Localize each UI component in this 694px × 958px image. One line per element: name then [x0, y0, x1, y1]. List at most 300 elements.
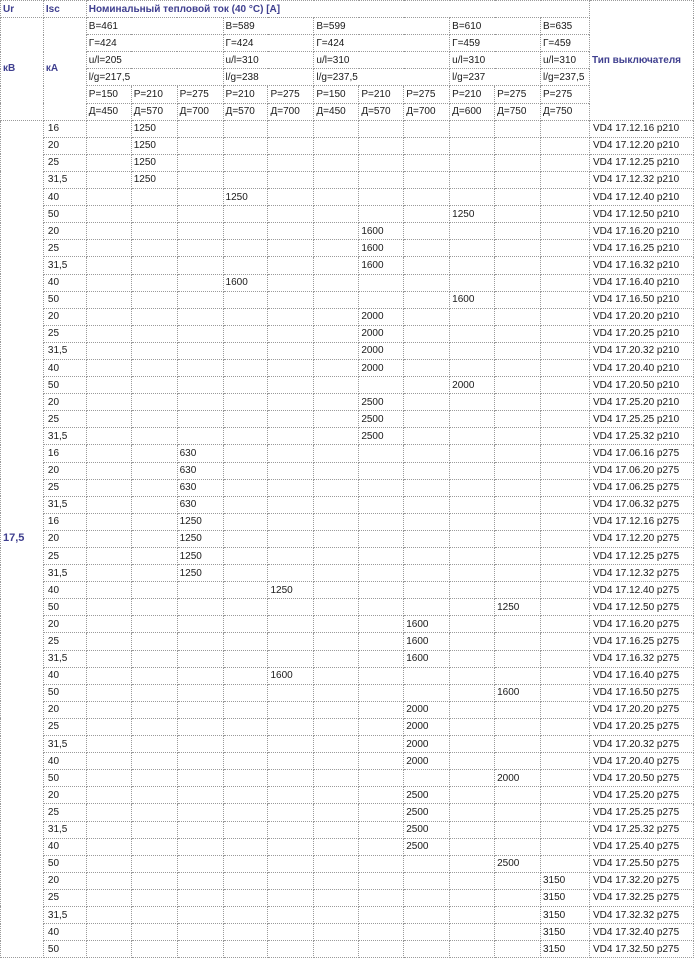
- empty-cell: [495, 753, 541, 770]
- empty-cell: [495, 872, 541, 889]
- breaker-type-cell: VD4 17.20.40 p210: [589, 359, 693, 376]
- empty-cell: [223, 308, 268, 325]
- empty-cell: [131, 924, 177, 941]
- table-row: [1, 291, 694, 308]
- empty-cell: [450, 941, 495, 958]
- current-cell: 630: [177, 445, 223, 462]
- current-cell: 2000: [359, 325, 404, 342]
- dim-d-cell: Д=570: [359, 103, 404, 120]
- isc-cell: 31,5: [43, 257, 86, 274]
- empty-cell: [268, 462, 314, 479]
- empty-cell: [223, 855, 268, 872]
- isc-cell: 31,5: [43, 171, 86, 188]
- empty-cell: [359, 650, 404, 667]
- empty-cell: [131, 633, 177, 650]
- empty-cell: [86, 206, 131, 223]
- empty-cell: [86, 941, 131, 958]
- empty-cell: [131, 189, 177, 206]
- empty-cell: [268, 616, 314, 633]
- empty-cell: [541, 548, 590, 565]
- empty-cell: [86, 633, 131, 650]
- empty-cell: [359, 137, 404, 154]
- empty-cell: [86, 718, 131, 735]
- table-row: [1, 325, 694, 342]
- isc-cell: 40: [43, 274, 86, 291]
- current-cell: 1250: [177, 565, 223, 582]
- empty-cell: [404, 667, 450, 684]
- empty-cell: [314, 684, 359, 701]
- current-cell: 1250: [495, 599, 541, 616]
- empty-cell: [223, 257, 268, 274]
- ur-value: 17,5: [1, 120, 44, 958]
- empty-cell: [177, 325, 223, 342]
- current-cell: 2000: [404, 753, 450, 770]
- empty-cell: [314, 342, 359, 359]
- empty-cell: [223, 428, 268, 445]
- empty-cell: [223, 616, 268, 633]
- empty-cell: [223, 462, 268, 479]
- empty-cell: [314, 582, 359, 599]
- table-row: [1, 804, 694, 821]
- empty-cell: [314, 291, 359, 308]
- breaker-type-cell: VD4 17.32.50 p275: [589, 941, 693, 958]
- empty-cell: [177, 684, 223, 701]
- empty-cell: [223, 770, 268, 787]
- empty-cell: [450, 462, 495, 479]
- empty-cell: [495, 240, 541, 257]
- table-row: [1, 240, 694, 257]
- current-cell: 2500: [404, 787, 450, 804]
- dim-lg-cell: l/g=217,5: [86, 69, 223, 86]
- empty-cell: [541, 855, 590, 872]
- breaker-type-cell: VD4 17.20.40 p275: [589, 753, 693, 770]
- breaker-type-cell: VD4 17.25.50 p275: [589, 855, 693, 872]
- empty-cell: [177, 787, 223, 804]
- empty-cell: [359, 530, 404, 547]
- empty-cell: [268, 377, 314, 394]
- empty-cell: [541, 565, 590, 582]
- table-row: [1, 257, 694, 274]
- current-cell: 1250: [131, 120, 177, 137]
- empty-cell: [268, 599, 314, 616]
- empty-cell: [86, 291, 131, 308]
- empty-cell: [131, 274, 177, 291]
- current-cell: 3150: [541, 906, 590, 923]
- isc-cell: 25: [43, 804, 86, 821]
- empty-cell: [404, 137, 450, 154]
- empty-cell: [86, 736, 131, 753]
- empty-cell: [177, 701, 223, 718]
- empty-cell: [404, 342, 450, 359]
- empty-cell: [177, 616, 223, 633]
- breaker-type-cell: VD4 17.32.32 p275: [589, 906, 693, 923]
- empty-cell: [495, 941, 541, 958]
- empty-cell: [450, 855, 495, 872]
- empty-cell: [404, 325, 450, 342]
- breaker-type-cell: VD4 17.12.50 p275: [589, 599, 693, 616]
- table-row: [1, 736, 694, 753]
- current-cell: 3150: [541, 924, 590, 941]
- empty-cell: [359, 154, 404, 171]
- empty-cell: [223, 325, 268, 342]
- dim-ul-cell: u/l=310: [541, 52, 590, 69]
- current-cell: 2000: [359, 359, 404, 376]
- table-row: [1, 821, 694, 838]
- empty-cell: [268, 325, 314, 342]
- empty-cell: [314, 701, 359, 718]
- empty-cell: [131, 308, 177, 325]
- breaker-type-cell: VD4 17.16.20 p275: [589, 616, 693, 633]
- empty-cell: [177, 770, 223, 787]
- dim-p-cell: Р=150: [86, 86, 131, 103]
- empty-cell: [541, 530, 590, 547]
- empty-cell: [359, 889, 404, 906]
- empty-cell: [268, 906, 314, 923]
- empty-cell: [177, 171, 223, 188]
- isc-cell: 31,5: [43, 565, 86, 582]
- isc-cell: 40: [43, 359, 86, 376]
- empty-cell: [131, 240, 177, 257]
- breaker-type-cell: VD4 17.32.20 p275: [589, 872, 693, 889]
- isc-cell: 20: [43, 701, 86, 718]
- empty-cell: [541, 359, 590, 376]
- empty-cell: [359, 445, 404, 462]
- breaker-type-cell: VD4 17.12.20 p210: [589, 137, 693, 154]
- empty-cell: [541, 804, 590, 821]
- empty-cell: [404, 274, 450, 291]
- empty-cell: [268, 120, 314, 137]
- isc-cell: 40: [43, 189, 86, 206]
- empty-cell: [541, 274, 590, 291]
- empty-cell: [131, 342, 177, 359]
- empty-cell: [86, 906, 131, 923]
- empty-cell: [131, 291, 177, 308]
- empty-cell: [541, 496, 590, 513]
- empty-cell: [177, 889, 223, 906]
- empty-cell: [86, 120, 131, 137]
- breaker-type-cell: VD4 17.06.16 p275: [589, 445, 693, 462]
- empty-cell: [314, 753, 359, 770]
- table-row: [1, 667, 694, 684]
- empty-cell: [177, 804, 223, 821]
- empty-cell: [450, 530, 495, 547]
- empty-cell: [314, 223, 359, 240]
- empty-cell: [495, 325, 541, 342]
- dim-b-cell: В=610: [450, 18, 541, 35]
- current-cell: 1600: [359, 223, 404, 240]
- current-cell: 2000: [359, 308, 404, 325]
- empty-cell: [450, 770, 495, 787]
- empty-cell: [177, 838, 223, 855]
- empty-cell: [359, 189, 404, 206]
- empty-cell: [495, 821, 541, 838]
- empty-cell: [541, 667, 590, 684]
- current-cell: 1250: [177, 548, 223, 565]
- isc-cell: 50: [43, 206, 86, 223]
- empty-cell: [359, 120, 404, 137]
- isc-cell: 20: [43, 616, 86, 633]
- empty-cell: [86, 445, 131, 462]
- empty-cell: [177, 821, 223, 838]
- empty-cell: [86, 342, 131, 359]
- empty-cell: [404, 530, 450, 547]
- empty-cell: [541, 120, 590, 137]
- empty-cell: [450, 274, 495, 291]
- empty-cell: [314, 189, 359, 206]
- empty-cell: [177, 924, 223, 941]
- table-row: [1, 753, 694, 770]
- empty-cell: [268, 428, 314, 445]
- table-row: [1, 445, 694, 462]
- current-cell: 630: [177, 479, 223, 496]
- empty-cell: [359, 906, 404, 923]
- isc-cell: 50: [43, 599, 86, 616]
- empty-cell: [541, 206, 590, 223]
- empty-cell: [359, 616, 404, 633]
- current-cell: 3150: [541, 872, 590, 889]
- empty-cell: [495, 548, 541, 565]
- current-cell: 1600: [359, 240, 404, 257]
- empty-cell: [450, 718, 495, 735]
- dim-p-cell: Р=275: [541, 86, 590, 103]
- empty-cell: [177, 394, 223, 411]
- empty-cell: [450, 496, 495, 513]
- empty-cell: [450, 359, 495, 376]
- empty-cell: [314, 137, 359, 154]
- isc-cell: 25: [43, 154, 86, 171]
- empty-cell: [314, 906, 359, 923]
- empty-cell: [177, 291, 223, 308]
- table-row: [1, 308, 694, 325]
- empty-cell: [314, 120, 359, 137]
- empty-cell: [223, 941, 268, 958]
- empty-cell: [223, 718, 268, 735]
- empty-cell: [268, 445, 314, 462]
- empty-cell: [223, 701, 268, 718]
- isc-cell: 50: [43, 684, 86, 701]
- empty-cell: [86, 872, 131, 889]
- isc-cell: 25: [43, 718, 86, 735]
- empty-cell: [177, 274, 223, 291]
- empty-cell: [223, 736, 268, 753]
- table-row: [1, 684, 694, 701]
- table-row: [1, 941, 694, 958]
- empty-cell: [450, 223, 495, 240]
- empty-cell: [268, 137, 314, 154]
- empty-cell: [268, 753, 314, 770]
- empty-cell: [223, 411, 268, 428]
- empty-cell: [450, 736, 495, 753]
- dim-lg-cell: l/g=238: [223, 69, 314, 86]
- empty-cell: [404, 359, 450, 376]
- isc-cell: 31,5: [43, 821, 86, 838]
- empty-cell: [268, 359, 314, 376]
- table-row: [1, 787, 694, 804]
- empty-cell: [495, 274, 541, 291]
- empty-cell: [131, 359, 177, 376]
- current-cell: 1600: [450, 291, 495, 308]
- empty-cell: [450, 171, 495, 188]
- empty-cell: [450, 821, 495, 838]
- empty-cell: [450, 120, 495, 137]
- empty-cell: [86, 530, 131, 547]
- dim-lg-cell: l/g=237: [450, 69, 541, 86]
- empty-cell: [86, 599, 131, 616]
- empty-cell: [177, 650, 223, 667]
- isc-cell: 50: [43, 291, 86, 308]
- table-row: [1, 223, 694, 240]
- isc-cell: 40: [43, 838, 86, 855]
- empty-cell: [314, 462, 359, 479]
- breaker-type-cell: VD4 17.16.32 p275: [589, 650, 693, 667]
- empty-cell: [314, 359, 359, 376]
- breaker-type-cell: VD4 17.25.32 p275: [589, 821, 693, 838]
- empty-cell: [223, 753, 268, 770]
- dim-b-cell: В=635: [541, 18, 590, 35]
- table-row: [1, 889, 694, 906]
- empty-cell: [359, 291, 404, 308]
- empty-cell: [86, 223, 131, 240]
- dim-ul-cell: u/l=310: [314, 52, 450, 69]
- empty-cell: [541, 445, 590, 462]
- empty-cell: [450, 753, 495, 770]
- empty-cell: [86, 137, 131, 154]
- empty-cell: [314, 479, 359, 496]
- dim-b-cell: В=461: [86, 18, 223, 35]
- empty-cell: [86, 650, 131, 667]
- current-cell: 2000: [359, 342, 404, 359]
- empty-cell: [268, 718, 314, 735]
- empty-cell: [268, 171, 314, 188]
- empty-cell: [223, 342, 268, 359]
- empty-cell: [268, 650, 314, 667]
- isc-cell: 25: [43, 479, 86, 496]
- empty-cell: [131, 838, 177, 855]
- empty-cell: [359, 599, 404, 616]
- table-row: [1, 838, 694, 855]
- empty-cell: [223, 530, 268, 547]
- current-cell: 2000: [404, 701, 450, 718]
- breaker-type-cell: VD4 17.12.25 p210: [589, 154, 693, 171]
- current-cell: 2000: [495, 770, 541, 787]
- empty-cell: [86, 684, 131, 701]
- isc-cell: 40: [43, 753, 86, 770]
- empty-cell: [268, 787, 314, 804]
- empty-cell: [223, 479, 268, 496]
- empty-cell: [131, 599, 177, 616]
- dim-d-cell: Д=450: [314, 103, 359, 120]
- empty-cell: [314, 565, 359, 582]
- empty-cell: [450, 667, 495, 684]
- current-cell: 2500: [404, 821, 450, 838]
- breaker-type-cell: VD4 17.25.32 p210: [589, 428, 693, 445]
- empty-cell: [495, 616, 541, 633]
- isc-cell: 20: [43, 308, 86, 325]
- empty-cell: [177, 411, 223, 428]
- empty-cell: [495, 171, 541, 188]
- empty-cell: [404, 565, 450, 582]
- dim-ul-cell: u/l=310: [450, 52, 541, 69]
- empty-cell: [86, 394, 131, 411]
- breaker-type-cell: VD4 17.16.25 p210: [589, 240, 693, 257]
- isc-cell: 25: [43, 548, 86, 565]
- empty-cell: [450, 479, 495, 496]
- isc-cell: 20: [43, 223, 86, 240]
- empty-cell: [359, 941, 404, 958]
- empty-cell: [404, 411, 450, 428]
- breaker-type-cell: VD4 17.20.25 p275: [589, 718, 693, 735]
- empty-cell: [495, 223, 541, 240]
- empty-cell: [495, 189, 541, 206]
- empty-cell: [314, 821, 359, 838]
- empty-cell: [404, 906, 450, 923]
- empty-cell: [131, 223, 177, 240]
- dim-p-cell: Р=275: [495, 86, 541, 103]
- empty-cell: [359, 496, 404, 513]
- breaker-type-cell: VD4 17.25.25 p275: [589, 804, 693, 821]
- empty-cell: [131, 684, 177, 701]
- empty-cell: [450, 257, 495, 274]
- empty-cell: [541, 701, 590, 718]
- breaker-type-cell: VD4 17.32.25 p275: [589, 889, 693, 906]
- dim-g-cell: Г=424: [223, 35, 314, 52]
- empty-cell: [314, 838, 359, 855]
- empty-cell: [541, 736, 590, 753]
- empty-cell: [177, 308, 223, 325]
- dim-d-cell: Д=600: [450, 103, 495, 120]
- empty-cell: [131, 565, 177, 582]
- empty-cell: [450, 565, 495, 582]
- empty-cell: [541, 240, 590, 257]
- breaker-type-cell: VD4 17.12.50 p210: [589, 206, 693, 223]
- breaker-type-cell: VD4 17.06.25 p275: [589, 479, 693, 496]
- empty-cell: [223, 889, 268, 906]
- isc-cell: 25: [43, 240, 86, 257]
- empty-cell: [268, 804, 314, 821]
- empty-cell: [495, 906, 541, 923]
- isc-cell: 20: [43, 530, 86, 547]
- current-cell: 2000: [404, 736, 450, 753]
- current-cell: 2500: [359, 394, 404, 411]
- empty-cell: [268, 924, 314, 941]
- empty-cell: [268, 855, 314, 872]
- empty-cell: [404, 513, 450, 530]
- empty-cell: [404, 684, 450, 701]
- empty-cell: [86, 582, 131, 599]
- empty-cell: [404, 257, 450, 274]
- current-cell: 1600: [223, 274, 268, 291]
- empty-cell: [268, 513, 314, 530]
- isc-cell: 25: [43, 889, 86, 906]
- empty-cell: [404, 770, 450, 787]
- empty-cell: [359, 479, 404, 496]
- empty-cell: [131, 855, 177, 872]
- dim-p-cell: Р=210: [131, 86, 177, 103]
- empty-cell: [223, 291, 268, 308]
- empty-cell: [314, 941, 359, 958]
- empty-cell: [177, 154, 223, 171]
- current-cell: 2500: [359, 411, 404, 428]
- empty-cell: [450, 906, 495, 923]
- empty-cell: [131, 394, 177, 411]
- empty-cell: [314, 428, 359, 445]
- empty-cell: [314, 633, 359, 650]
- empty-cell: [404, 308, 450, 325]
- current-cell: 3150: [541, 889, 590, 906]
- dim-p-cell: Р=210: [450, 86, 495, 103]
- empty-cell: [404, 496, 450, 513]
- isc-cell: 16: [43, 445, 86, 462]
